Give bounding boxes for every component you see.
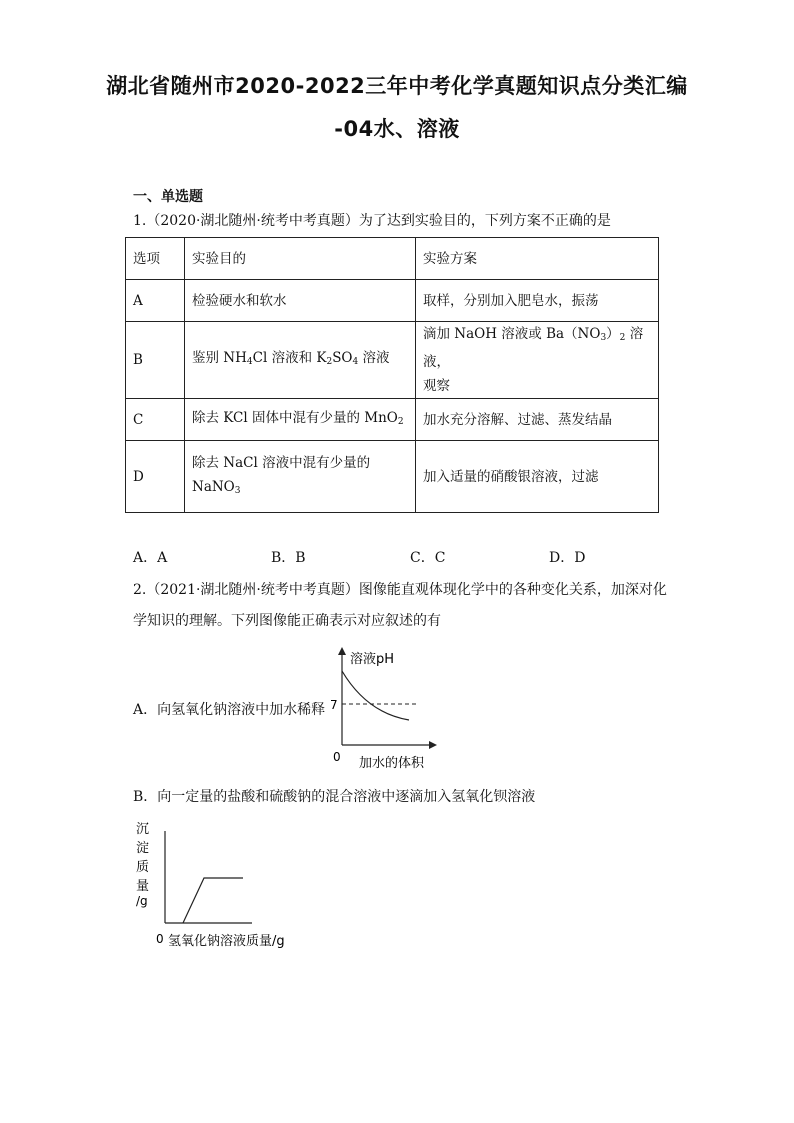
q2-option-a-graph bbox=[325, 645, 445, 775]
choice-b[interactable]: B．B bbox=[271, 550, 306, 566]
page-title-line2: -04水、溶液 bbox=[334, 117, 460, 141]
ph7-tick-label: 7 bbox=[330, 698, 338, 712]
table-header-cell: 实验方案 bbox=[416, 238, 659, 280]
q1-table bbox=[125, 237, 659, 513]
q1-stem: 1.（2020·湖北随州·统考中考真题）为了达到实验目的，下列方案不正确的是 bbox=[133, 213, 611, 229]
q1-choices bbox=[0, 548, 794, 568]
precipitate-curve bbox=[183, 878, 243, 923]
q2-stem-line1: 2.（2021·湖北随州·统考中考真题）图像能直观体现化学中的各种变化关系，加深对化 bbox=[133, 582, 667, 598]
y-axis-label-char: 质 bbox=[136, 860, 150, 875]
table-row bbox=[126, 399, 659, 441]
y-axis-label: 溶液pH bbox=[350, 652, 395, 667]
option-cell: D bbox=[126, 441, 185, 513]
y-axis-label-char: 沉 bbox=[136, 822, 150, 837]
origin-label: 0 bbox=[156, 932, 164, 946]
ph-curve bbox=[342, 671, 409, 720]
x-axis-label: 氢氧化钠溶液质量/g bbox=[168, 934, 285, 949]
option-cell: B bbox=[126, 322, 185, 399]
y-axis-label-char: 量 bbox=[136, 879, 150, 894]
y-axis-label-char: /g bbox=[136, 894, 148, 908]
plan-cell: 加水充分溶解、过滤、蒸发结晶 bbox=[416, 399, 659, 441]
plan-cell: 加入适量的硝酸银溶液，过滤 bbox=[416, 441, 659, 513]
page-title-line1: 湖北省随州市2020-2022三年中考化学真题知识点分类汇编 bbox=[106, 74, 688, 98]
plan-cell: 取样，分别加入肥皂水，振荡 bbox=[416, 280, 659, 322]
table-header-cell: 实验目的 bbox=[185, 238, 416, 280]
table-header-cell: 选项 bbox=[126, 238, 185, 280]
purpose-cell: 除去 NaCl 溶液中混有少量的 NaNO$_3$ bbox=[185, 441, 416, 513]
table-header-row bbox=[126, 238, 659, 280]
x-axis-arrow bbox=[429, 741, 437, 749]
q2-stem-line2: 学知识的理解。下列图像能正确表示对应叙述的有 bbox=[133, 613, 441, 629]
option-cell: C bbox=[126, 399, 185, 441]
choice-d[interactable]: D．D bbox=[549, 550, 586, 566]
y-axis-arrow bbox=[338, 647, 346, 655]
choice-c[interactable]: C．C bbox=[410, 550, 446, 566]
q2-option-a-label[interactable]: A．向氢氧化钠溶液中加水稀释 bbox=[133, 702, 326, 718]
purpose-cell: 除去 KCl 固体中混有少量的 MnO$_2$ bbox=[185, 399, 416, 441]
q2-option-b-label[interactable]: B．向一定量的盐酸和硫酸钠的混合溶液中逐滴加入氢氧化钡溶液 bbox=[133, 789, 536, 805]
table-row bbox=[126, 441, 659, 513]
section-heading: 一、单选题 bbox=[133, 189, 203, 205]
option-cell: A bbox=[126, 280, 185, 322]
x-axis-label: 加水的体积 bbox=[359, 756, 425, 771]
table-row bbox=[126, 280, 659, 322]
q2-option-b-graph bbox=[128, 815, 308, 955]
y-axis-label-char: 淀 bbox=[136, 841, 150, 856]
origin-label: 0 bbox=[333, 750, 341, 764]
purpose-cell: 鉴别 $NH_4Cl$ 溶液和 $K_2SO_4$ 溶液 bbox=[185, 322, 416, 399]
plan-cell: 滴加 NaOH 溶液或 $Ba(NO_3)_2$ 溶液， 观察 bbox=[416, 322, 659, 399]
choice-a[interactable]: A．A bbox=[133, 550, 168, 566]
table-row bbox=[126, 322, 659, 399]
purpose-cell: 检验硬水和软水 bbox=[185, 280, 416, 322]
